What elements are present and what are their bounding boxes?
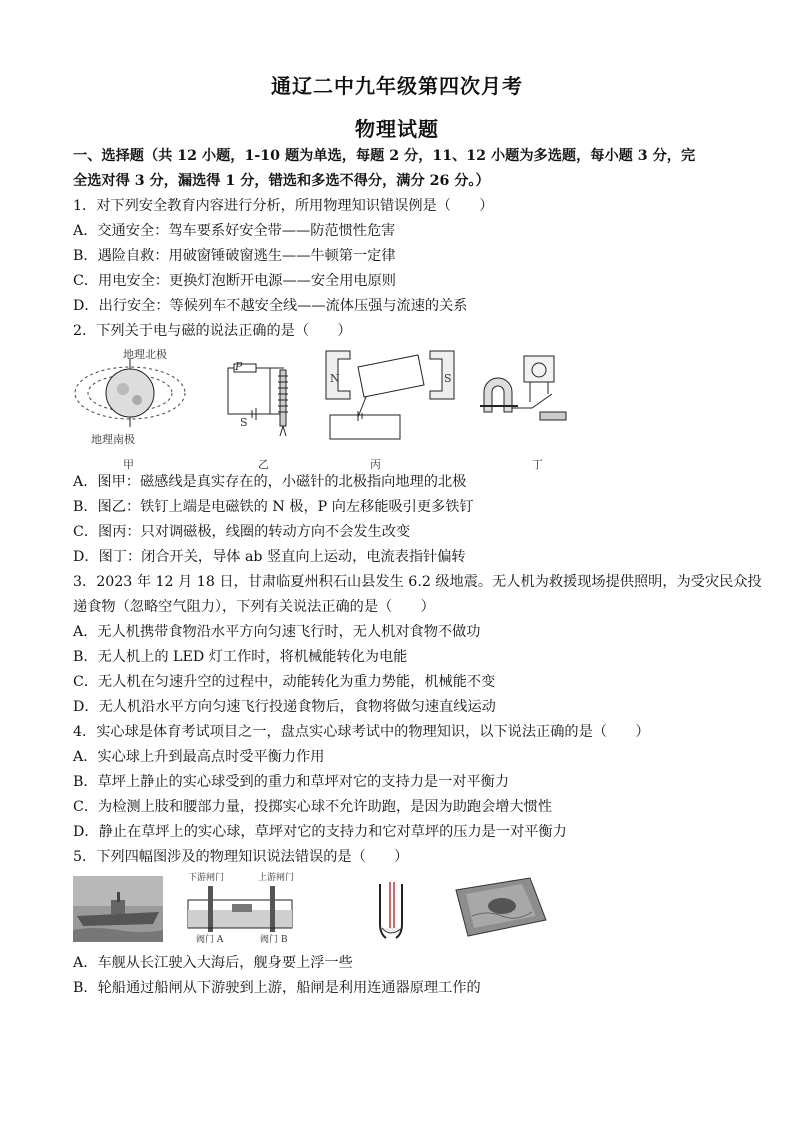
page-title: 通辽二中九年级第四次月考 [271,74,523,98]
q1-stem: 1．对下列安全教育内容进行分析，所用物理知识错误例是（ ） [73,198,494,214]
q2-figure-bing [318,345,463,445]
label-ding: 丁 [532,458,543,471]
q3-option-b: B．无人机上的 LED 灯工作时，将机械能转化为电能 [73,649,408,665]
q2-option-d: D．图丁：闭合开关，导体 ab 竖直向上运动，电流表指针偏转 [73,549,466,565]
label-lower-gate: 下游闸门 [188,873,225,883]
q5-option-b: B．轮船通过船闸从下游驶到上游，船闸是利用连通器原理工作的 [73,980,481,996]
q3-stem-line1: 3．2023 年 12 月 18 日，甘肃临夏州积石山县发生 6.2 级地震。无人机为救援现场提供照明，为受灾民众投 [73,574,762,590]
q1-option-b: B．遇险自救：用破窗锤破窗逃生——牛顿第一定律 [73,248,396,264]
q5-figure-hands [372,878,414,944]
q1-option-c: C．用电安全：更换灯泡断开电源——安全用电原则 [73,273,396,289]
q1-option-d: D．出行安全：等候列车不越安全线——流体压强与流速的关系 [73,298,468,314]
q2-stem: 2．下列关于电与磁的说法正确的是（ ） [73,323,352,339]
label-n-bing: N [330,372,340,385]
section-heading-line2: 全选对得 3 分，漏选得 1 分，错选和多选不得分，满分 26 分。） [73,173,490,189]
q3-option-a: A．无人机携带食物沿水平方向匀速飞行时，无人机对食物不做功 [73,624,481,640]
q4-option-c: C．为检测上肢和腰部力量，投掷实心球不允许助跑，是因为助跑会增大惯性 [73,799,553,815]
q5-option-a: A．车舰从长江驶入大海后，舰身要上浮一些 [73,955,353,971]
label-p: P [235,360,243,373]
q4-option-d: D．静止在草坪上的实心球，草坪对它的支持力和它对草坪的压力是一对平衡力 [73,824,567,840]
q3-stem-line2: 递食物（忽略空气阻力），下列有关说法正确的是（ ） [73,599,435,615]
q5-figure-terrain [452,876,548,938]
q5-stem: 5．下列四幅图涉及的物理知识说法错误的是（ ） [73,849,409,865]
q3-option-d: D．无人机沿水平方向匀速飞行投递食物后，食物将做匀速直线运动 [73,699,496,715]
label-yi: 乙 [258,458,269,471]
label-jia: 甲 [123,458,134,471]
label-geo-north: 地理北极 [123,348,167,361]
q2-option-a: A．图甲：磁感线是真实存在的，小磁针的北极指向地理的北极 [73,474,467,490]
q4-option-b: B．草坪上静止的实心球受到的重力和草坪对它的支持力是一对平衡力 [73,774,510,790]
q5-figure-warship [73,876,163,942]
label-valve-a: 阀门 A [196,935,224,945]
label-geo-south: 地理南极 [91,433,135,446]
label-bing: 丙 [370,458,381,471]
q2-figure-ding [478,352,583,434]
label-s-bing: S [444,372,452,385]
q2-figure-yi [222,360,302,440]
q4-option-a: A．实心球上升到最高点时受平衡力作用 [73,749,325,765]
q2-option-b: B．图乙：铁钉上端是电磁铁的 N 极，P 向左移能吸引更多铁钉 [73,499,474,515]
label-upper-gate: 上游闸门 [258,873,295,883]
section-heading-line1: 一、选择题（共 12 小题，1-10 题为单选，每题 2 分，11、12 小题为多选题，每小题 3 分，完 [73,148,696,164]
page-subtitle: 物理试题 [355,117,439,141]
q1-option-a: A．交通安全：驾车要系好安全带——防范惯性危害 [73,223,396,239]
q2-option-c: C．图丙：只对调磁极，线圈的转动方向不会发生改变 [73,524,411,540]
q3-option-c: C．无人机在匀速升空的过程中，动能转化为重力势能，机械能不变 [73,674,496,690]
label-s-switch: S [240,416,248,429]
label-valve-b: 阀门 B [260,935,288,945]
q4-stem: 4．实心球是体育考试项目之一，盘点实心球考试中的物理知识，以下说法正确的是（ ） [73,724,650,740]
